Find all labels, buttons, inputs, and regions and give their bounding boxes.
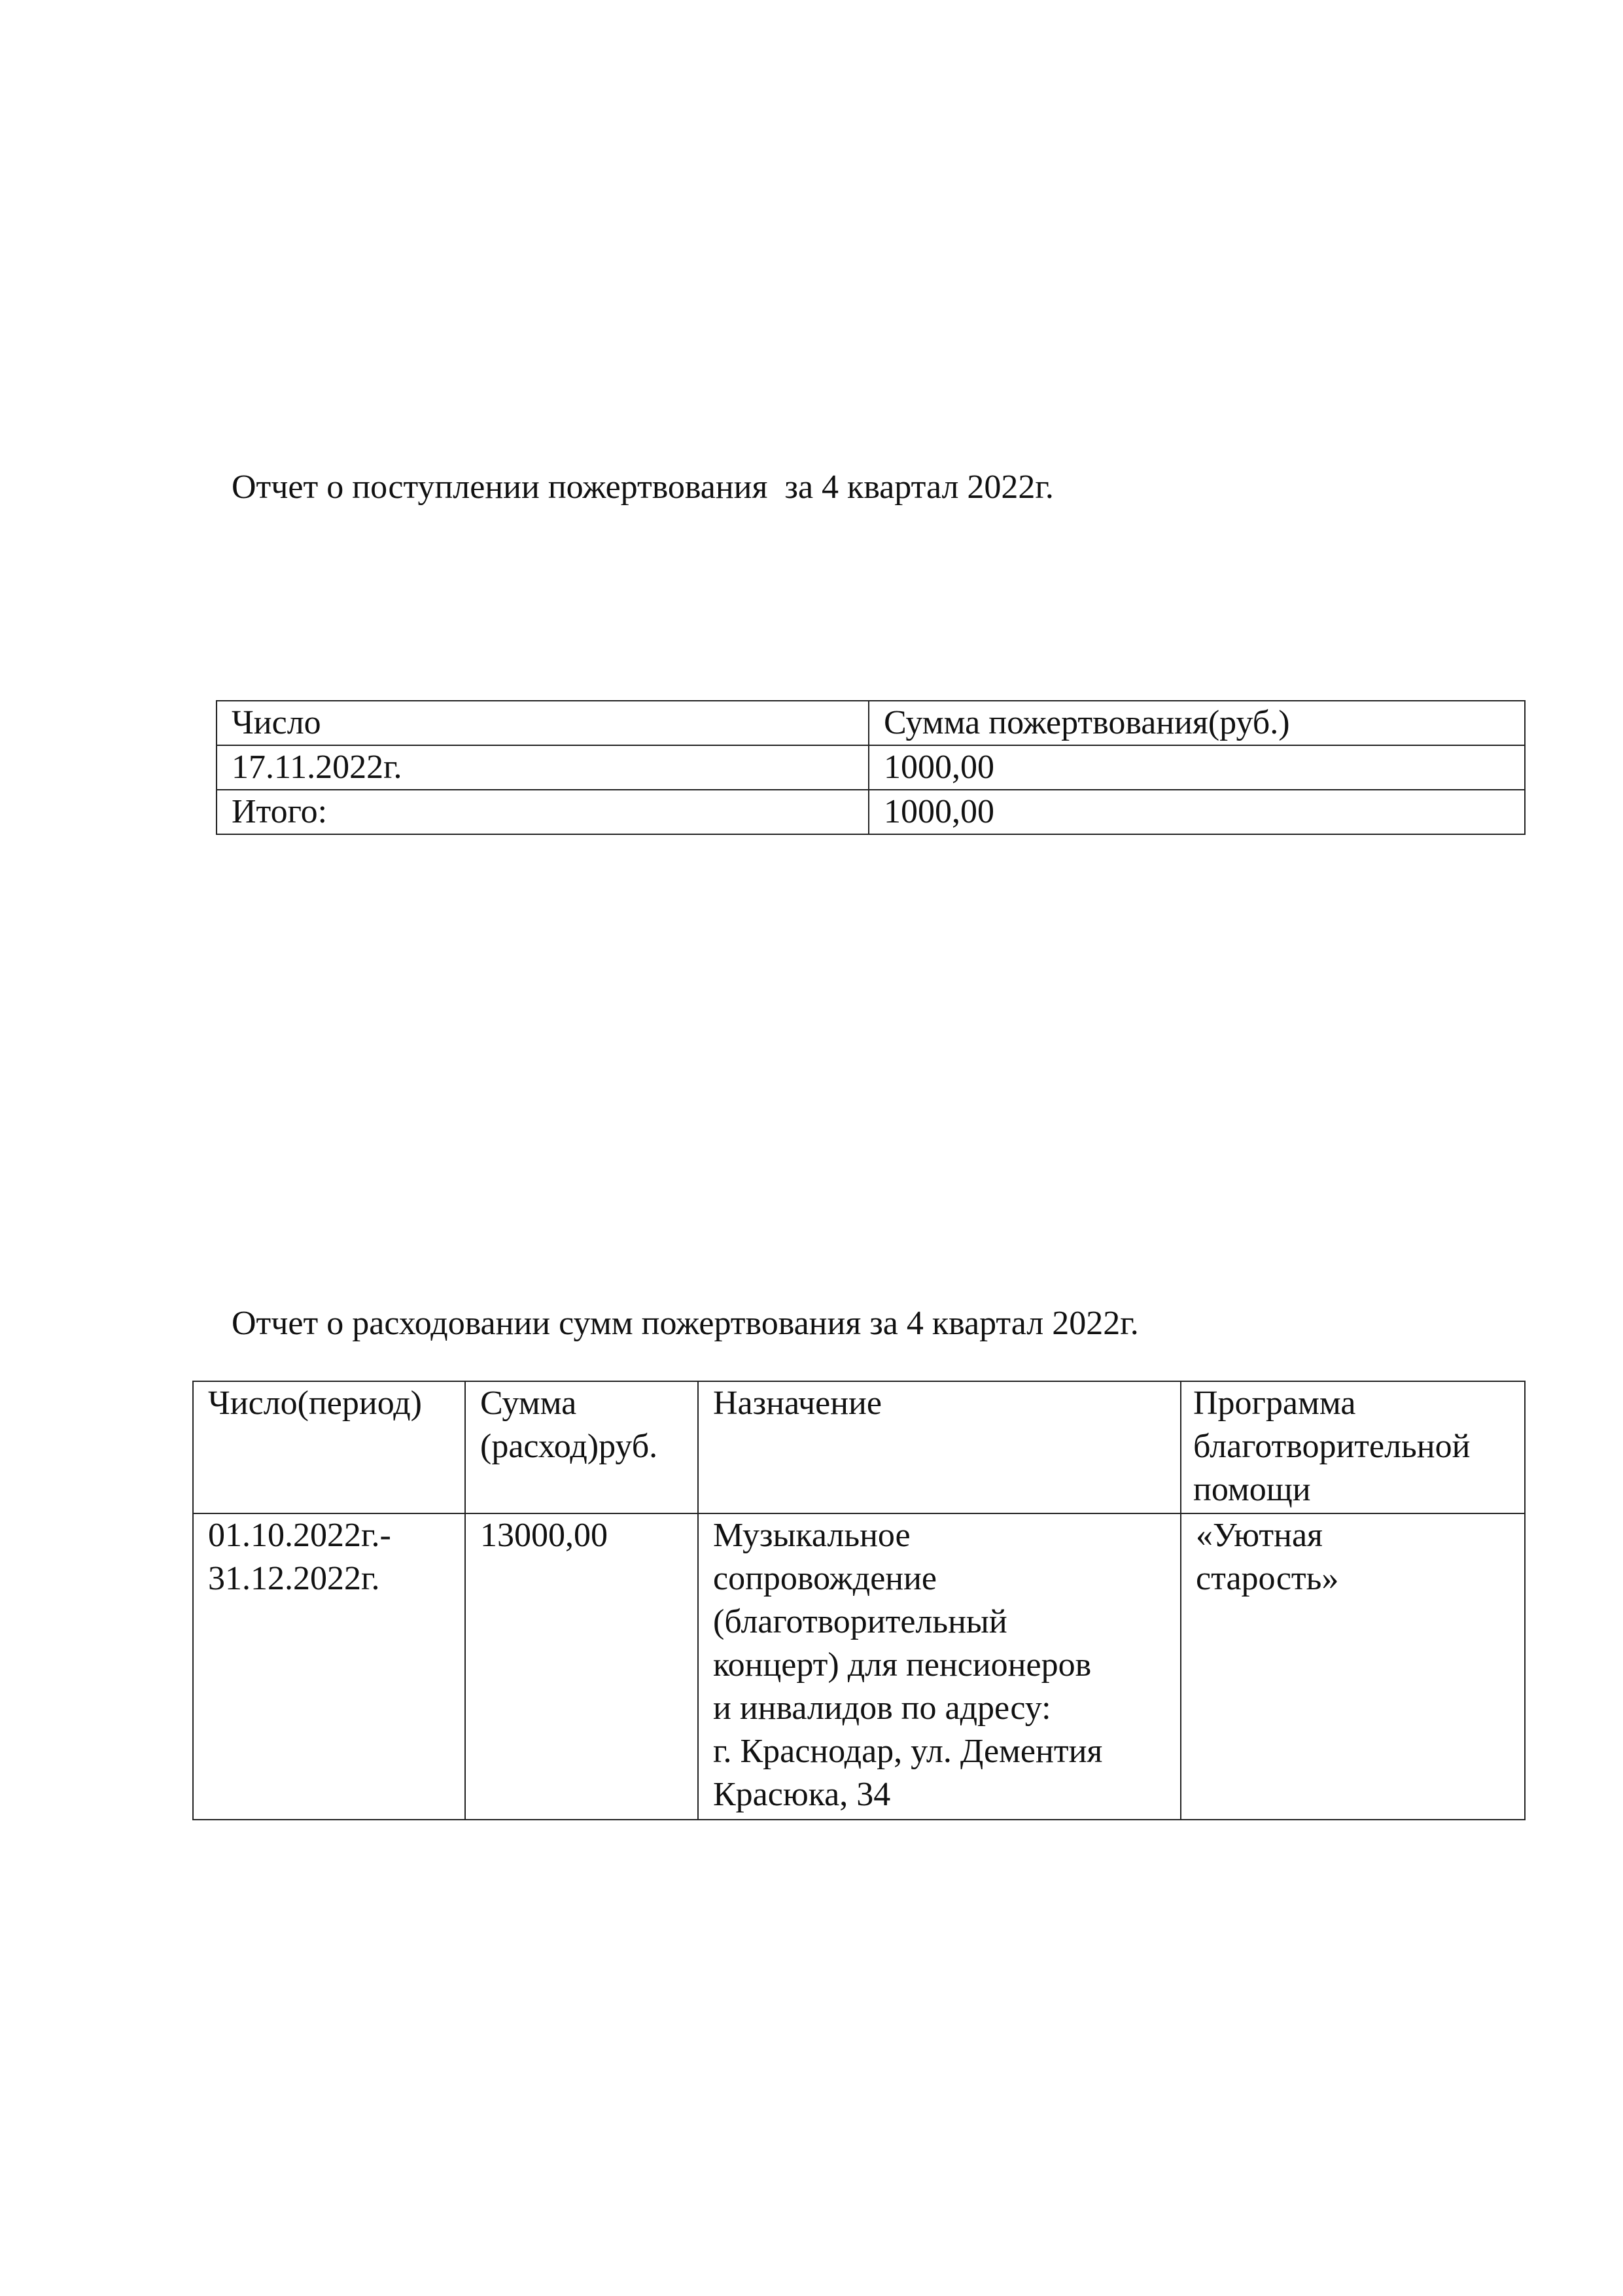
column-header-date: Число — [217, 701, 869, 745]
column-header-purpose: Назначение — [698, 1381, 1181, 1513]
column-header-amount: Сумма пожертвования(руб.) — [869, 701, 1525, 745]
table-row — [217, 745, 1525, 790]
table-header-row — [193, 1381, 1525, 1513]
cell-total-label: Итого: — [217, 790, 869, 834]
column-header-amount: Сумма (расход)руб. — [465, 1381, 698, 1513]
table-total-row — [217, 790, 1525, 834]
cell-period: 01.10.2022г.- 31.12.2022г. — [193, 1513, 465, 1820]
cell-amount: 13000,00 — [465, 1513, 698, 1820]
table-header-row — [217, 701, 1525, 745]
expense-table — [192, 1381, 1526, 1820]
cell-program: «Уютная старость» — [1181, 1513, 1525, 1820]
table-row — [193, 1513, 1525, 1820]
cell-date: 17.11.2022г. — [217, 745, 869, 790]
cell-amount: 1000,00 — [869, 745, 1525, 790]
cell-purpose: Музыкальное сопровождение (благотворительный концерт) для пенсионеров и инвалидов по адресу: г. Краснодар, ул. Дементия Красюка, 34 — [698, 1513, 1181, 1820]
cell-total-amount: 1000,00 — [869, 790, 1525, 834]
income-table — [216, 700, 1526, 835]
income-report-title: Отчет о поступлении пожертвования за 4 квартал 2022г. — [232, 468, 1054, 506]
column-header-program: Программа благотворительной помощи — [1181, 1381, 1525, 1513]
column-header-period: Число(период) — [193, 1381, 465, 1513]
expense-report-title: Отчет о расходовании сумм пожертвования за 4 квартал 2022г. — [232, 1305, 1139, 1342]
